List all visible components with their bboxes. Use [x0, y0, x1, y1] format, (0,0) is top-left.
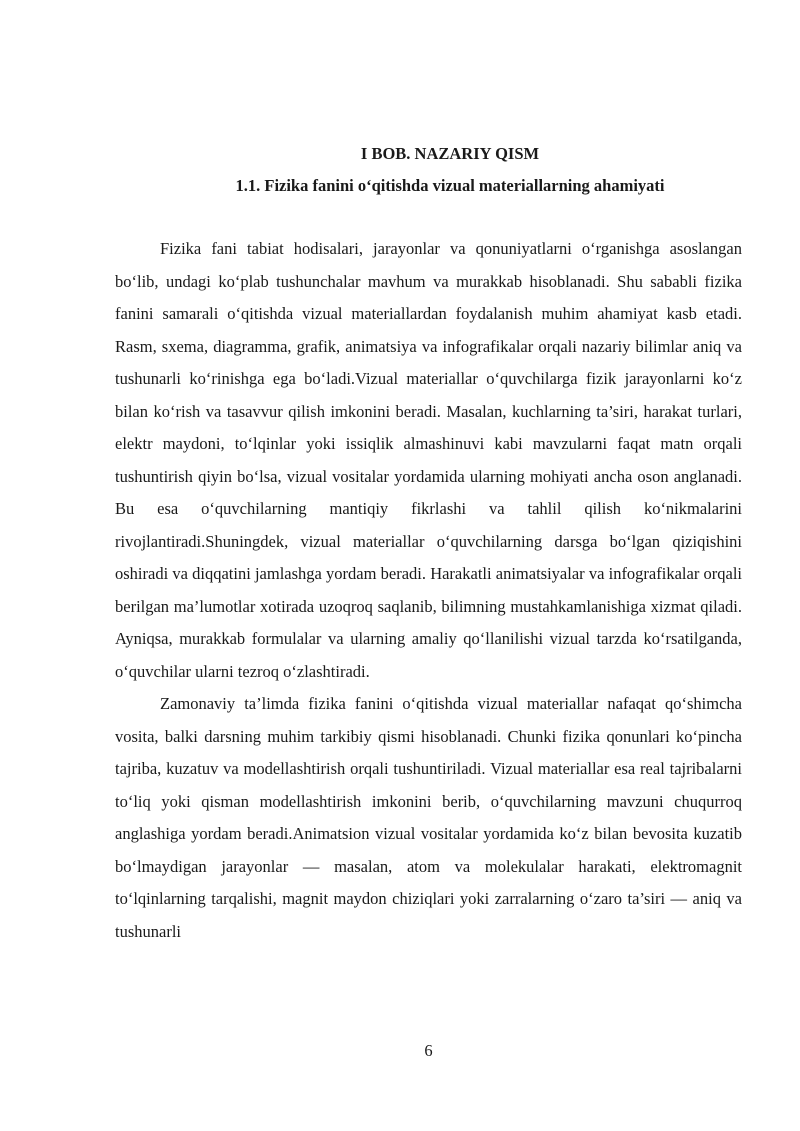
page-number: 6 [424, 1041, 433, 1060]
paragraph: Zamonaviy ta’limda fizika fanini o‘qitishda vizual materiallar nafaqat qo‘shimcha vosita, balki darsning muhim tarkibiy qismi hisoblanadi. Chunki fizika qonunlari ko‘pincha tajriba, kuzatuv va modellashtirish orqali tushuntiriladi. Vizual materiallar esa real tajribalarni to‘liq yoki qisman modellashtirish imkonini berib, o‘quvchilarning mavzuni chuqurroq anglashiga yordam beradi.Animatsion vizual vositalar yordamida ko‘z bilan bevosita kuzatib bo‘lmaydigan jarayonlar — masalan, atom va molekulalar harakati, elektromagnit to‘lqinlarning tarqalishi, magnit maydon chiziqlari yoki zarralarning o‘zaro ta’siri — aniq va tushunarli [115, 694, 742, 941]
paragraph: Fizika fani tabiat hodisalari, jarayonlar va qonuniyatlarni o‘rganishga asoslangan bo‘lib, undagi ko‘plab tushunchalar mavhum va murakkab hisoblanadi. Shu sababli fizika fanini samarali o‘qitishda vizual materiallardan foydalanish muhim ahamiyat kasb etadi. Rasm, sxema, diagramma, grafik, animatsiya va infografikalar orqali nazariy bilimlar aniq va tushunarli ko‘rinishga ega bo‘ladi.Vizual materiallar o‘quvchilarga fizik jarayonlarni ko‘z bilan ko‘rish va tasavvur qilish imkonini beradi. Masalan, kuchlarning ta’siri, harakat turlari, elektr maydoni, to‘lqinlar yoki issiqlik almashinuvi kabi mavzularni faqat matn orqali tushuntirish qiyin bo‘lsa, vizual vositalar yordamida ularning mohiyati ancha oson anglanadi. Bu esa o‘quvchilarning mantiqiy fikrlashi va tahlil qilish ko‘nikmalarini rivojlantiradi.Shuningdek, vizual materiallar o‘quvchilarning darsga bo‘lgan qiziqishini oshiradi va diqqatini jamlashga yordam beradi. Harakatli animatsiyalar va infografikalar orqali berilgan ma’lumotlar xotirada uzoqroq saqlanib, bilimning mustahkamlanishiga xizmat qiladi. Ayniqsa, murakkab formulalar va ularning amaliy qo‘llanilishi vizual tarzda ko‘rsatilganda, o‘quvchilar ularni tezroq o‘zlashtiradi. [115, 239, 742, 681]
chapter-title: I BOB. NAZARIY QISM [360, 144, 540, 163]
section-title: 1.1. Fizika fanini o‘qitishda vizual materiallarning ahamiyati [235, 176, 665, 195]
body-text [115, 233, 742, 948]
